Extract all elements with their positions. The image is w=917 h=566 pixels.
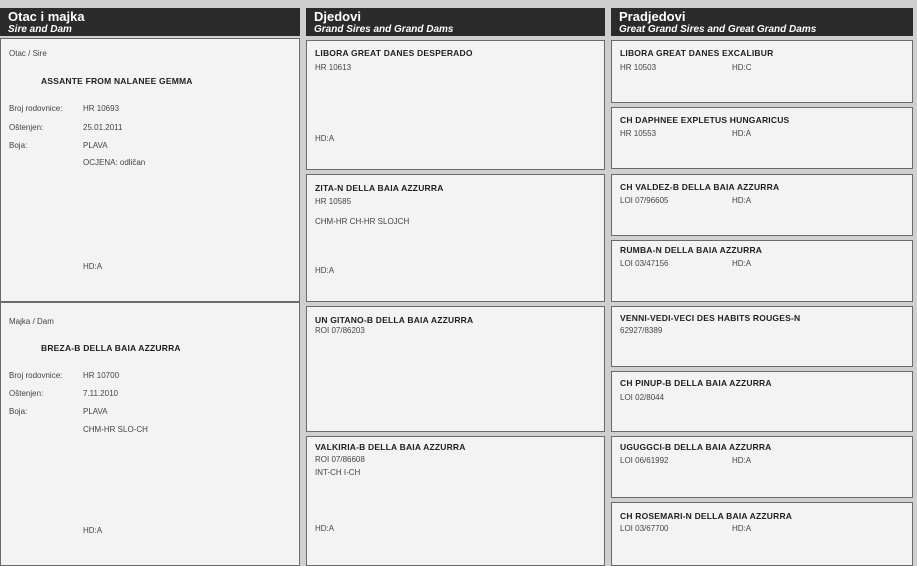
dam-color-label: Boja: — [9, 407, 28, 416]
dam-title: CHM-HR SLO-CH — [83, 425, 148, 434]
dam-box — [0, 302, 300, 566]
grandparent-name: VALKIRIA-B DELLA BAIA AZZURRA — [315, 442, 466, 452]
great-grandparent-hd: HD:A — [732, 524, 752, 533]
great-grandparent-box — [611, 174, 913, 236]
grandparent-name: UN GITANO-B DELLA BAIA AZZURRA — [315, 315, 474, 325]
great-grandparent-reg: LOI 03/47156 — [620, 259, 669, 268]
parents-column — [0, 8, 300, 566]
grandparent-reg: HR 10585 — [315, 197, 352, 206]
great-grandparent-reg: LOI 06/61992 — [620, 456, 669, 465]
dam-born-label: Oštenjen: — [9, 389, 44, 398]
dam-color: PLAVA — [83, 407, 108, 416]
grandparent-hd: HD:A — [315, 524, 335, 533]
grandparent-box — [306, 436, 605, 566]
dam-name: BREZA-B DELLA BAIA AZZURRA — [41, 343, 181, 353]
great-grandparent-box — [611, 436, 913, 498]
great-grandparent-box — [611, 107, 913, 169]
great-grandparent-reg: LOI 02/8044 — [620, 393, 665, 402]
great-grandparents-subtitle: Great Grand Sires and Great Grand Dams — [619, 24, 817, 35]
parents-header — [0, 8, 300, 36]
grandparent-title: INT-CH I-CH — [315, 468, 361, 477]
dam-reg: HR 10700 — [83, 371, 120, 380]
great-grandparent-box — [611, 306, 913, 367]
great-grandparent-box — [611, 40, 913, 103]
sire-reg-label: Broj rodovnice: — [9, 104, 63, 113]
great-grandparent-hd: HD:A — [732, 129, 752, 138]
great-grandparent-name: UGUGGCI-B DELLA BAIA AZZURRA — [620, 442, 772, 452]
sire-role: Otac / Sire — [9, 49, 47, 58]
sire-color-label: Boja: — [9, 141, 28, 150]
great-grandparent-reg: HR 10553 — [620, 129, 657, 138]
great-grandparent-name: CH VALDEZ-B DELLA BAIA AZZURRA — [620, 182, 780, 192]
grandparent-hd: HD:A — [315, 266, 335, 275]
grandparent-reg: ROI 07/86203 — [315, 326, 365, 335]
dam-born: 7.11.2010 — [83, 389, 118, 398]
great-grandparent-reg: HR 10503 — [620, 63, 657, 72]
great-grandparent-hd: HD:C — [732, 63, 752, 72]
grandparent-box — [306, 174, 605, 302]
great-grandparent-reg: LOI 03/67700 — [620, 524, 669, 533]
sire-color: PLAVA — [83, 141, 108, 150]
great-grandparent-box — [611, 371, 913, 432]
sire-name: ASSANTE FROM NALANEE GEMMA — [41, 76, 193, 86]
grandparents-subtitle: Grand Sires and Grand Dams — [314, 24, 454, 35]
great-grandparents-column — [611, 8, 913, 566]
dam-hd: HD:A — [83, 526, 103, 535]
sire-born-label: Oštenjen: — [9, 123, 44, 132]
great-grandparent-reg: 62927/8389 — [620, 326, 663, 335]
great-grandparent-hd: HD:A — [732, 259, 752, 268]
parents-title: Otac i majka — [8, 9, 85, 24]
great-grandparent-name: LIBORA GREAT DANES EXCALIBUR — [620, 48, 774, 58]
grandparent-hd: HD:A — [315, 134, 335, 143]
great-grandparent-hd: HD:A — [732, 456, 752, 465]
grandparent-name: ZITA-N DELLA BAIA AZZURRA — [315, 183, 444, 193]
sire-box — [0, 38, 300, 302]
great-grandparent-name: RUMBA-N DELLA BAIA AZZURRA — [620, 245, 763, 255]
grandparents-title: Djedovi — [314, 9, 361, 24]
sire-rating: OCJENA: odličan — [83, 158, 146, 167]
grandparent-box — [306, 40, 605, 170]
great-grandparent-box — [611, 240, 913, 302]
dam-role: Majka / Dam — [9, 317, 54, 326]
grandparent-reg: ROI 07/86608 — [315, 455, 365, 464]
great-grandparents-title: Pradjedovi — [619, 9, 686, 24]
great-grandparent-name: CH DAPHNEE EXPLETUS HUNGARICUS — [620, 115, 790, 125]
grandparent-title: CHM-HR CH-HR SLOJCH — [315, 217, 410, 226]
dam-reg-label: Broj rodovnice: — [9, 371, 63, 380]
great-grandparent-name: CH PINUP-B DELLA BAIA AZZURRA — [620, 378, 772, 388]
great-grandparent-box — [611, 502, 913, 566]
great-grandparent-name: CH ROSEMARI-N DELLA BAIA AZZURRA — [620, 511, 793, 521]
sire-hd: HD:A — [83, 262, 103, 271]
grandparents-header — [306, 8, 605, 36]
great-grandparent-reg: LOI 07/96605 — [620, 196, 669, 205]
grandparent-name: LIBORA GREAT DANES DESPERADO — [315, 48, 473, 58]
parents-subtitle: Sire and Dam — [8, 24, 72, 35]
sire-reg: HR 10693 — [83, 104, 120, 113]
grandparents-column — [306, 8, 605, 566]
grandparent-reg: HR 10613 — [315, 63, 352, 72]
great-grandparents-header — [611, 8, 913, 36]
great-grandparent-name: VENNI-VEDI-VECI DES HABITS ROUGES-N — [620, 313, 801, 323]
great-grandparent-hd: HD:A — [732, 196, 752, 205]
grandparent-box — [306, 306, 605, 432]
sire-born: 25.01.2011 — [83, 123, 123, 132]
